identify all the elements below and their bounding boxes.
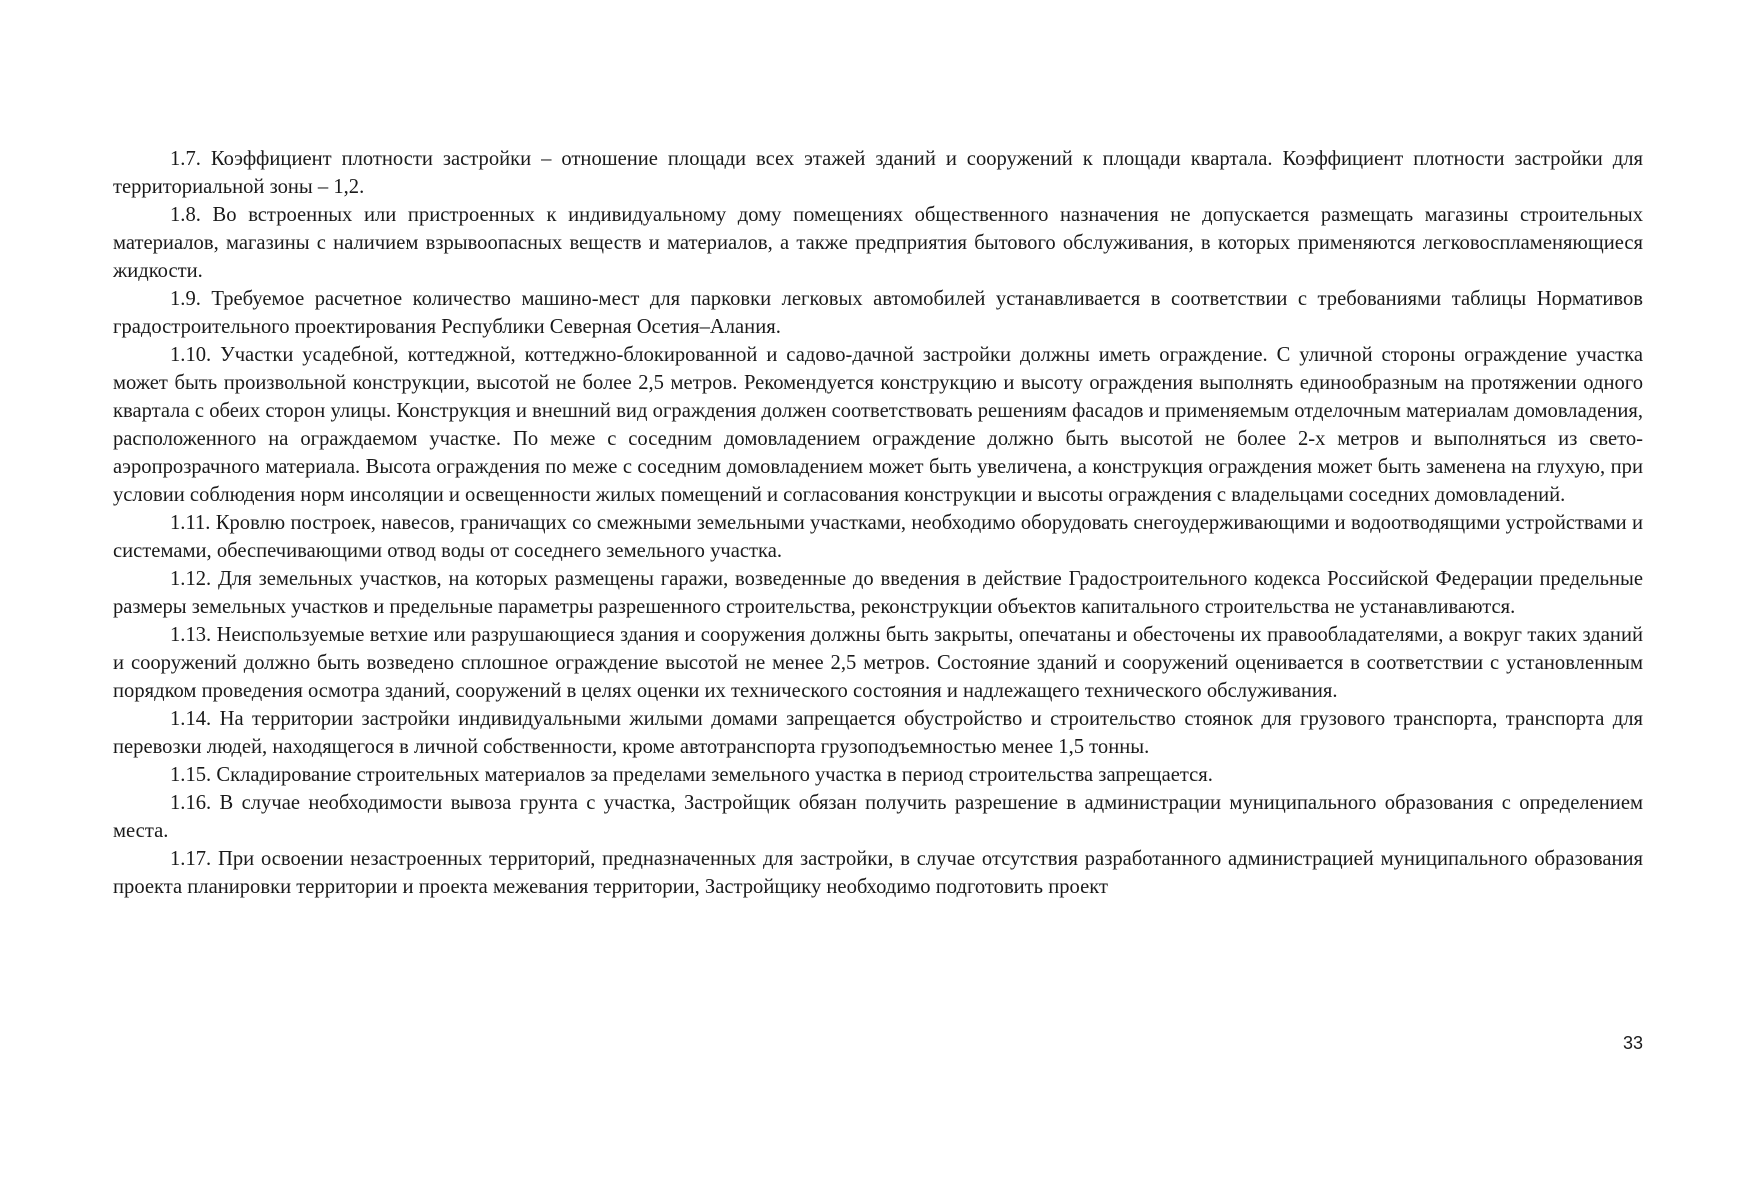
paragraph-1-7: 1.7. Коэффициент плотности застройки – отношение площади всех этажей зданий и сооружений к площади квартала. Коэффициент плотности застройки для территориальной зоны – 1,2.	[113, 148, 1643, 198]
page-number: 33	[1622, 1033, 1643, 1053]
paragraph-1-9: 1.9. Требуемое расчетное количество машино-мест для парковки легковых автомобилей устанавливается в соответствии с требованиями таблицы Нормативов градостроительного проектирования Республики Северная Осетия–Алания.	[113, 288, 1643, 338]
paragraph-1-10: 1.10. Участки усадебной, коттеджной, коттеджно-блокированной и садово-дачной застройки должны иметь ограждение. С уличной стороны ограждение участка может быть произвольной конструкции, высотой не более 2,5 метров. Рекомендуется конструкцию и высоту ограждения выполнять единообразным на протяжении одного квартала с обеих сторон улицы. Конструкция и внешний вид ограждения должен соответствовать решениям фасадов и применяемым отделочным материалам домовладения, расположенного на ограждаемом участке. По меже с соседним домовладением ограждение должно быть высотой не более 2-х метров и выполняться из свето-аэропрозрачного материала. Высота ограждения по меже с соседним домовладением может быть увеличена, а конструкция ограждения может быть заменена на глухую, при условии соблюдения норм инсоляции и освещенности жилых помещений и согласования конструкции и высоты ограждения с владельцами соседних домовладений.	[113, 344, 1643, 506]
paragraph-1-14: 1.14. На территории застройки индивидуальными жилыми домами запрещается обустройство и строительство стоянок для грузового транспорта, транспорта для перевозки людей, находящегося в личной собственности, кроме автотранспорта грузоподъемностью менее 1,5 тонны.	[113, 708, 1643, 758]
paragraph-1-8: 1.8. Во встроенных или пристроенных к индивидуальному дому помещениях общественного назначения не допускается размещать магазины строительных материалов, магазины с наличием взрывоопасных веществ и материалов, а также предприятия бытового обслуживания, в которых применяются легковоспламеняющиеся жидкости.	[113, 204, 1643, 282]
paragraph-1-16: 1.16. В случае необходимости вывоза грунта с участка, Застройщик обязан получить разрешение в администрации муниципального образования с определением места.	[113, 792, 1643, 842]
paragraph-1-12: 1.12. Для земельных участков, на которых размещены гаражи, возведенные до введения в действие Градостроительного кодекса Российской Федерации предельные размеры земельных участков и предельные параметры разрешенного строительства, реконструкции объектов капитального строительства не устанавливаются.	[113, 568, 1643, 618]
document-body	[113, 145, 1643, 901]
paragraph-1-13: 1.13. Неиспользуемые ветхие или разрушающиеся здания и сооружения должны быть закрыты, опечатаны и обесточены их правообладателями, а вокруг таких зданий и сооружений должно быть возведено сплошное ограждение высотой не менее 2,5 метров. Состояние зданий и сооружений оценивается в соответствии с установленным порядком проведения осмотра зданий, сооружений в целях оценки их технического состояния и надлежащего технического обслуживания.	[113, 624, 1643, 702]
paragraph-1-11: 1.11. Кровлю построек, навесов, граничащих со смежными земельными участками, необходимо оборудовать снегоудерживающими и водоотводящими устройствами и системами, обеспечивающими отвод воды от соседнего земельного участка.	[113, 512, 1643, 562]
paragraph-1-17: 1.17. При освоении незастроенных территорий, предназначенных для застройки, в случае отсутствия разработанного администрацией муниципального образования проекта планировки территории и проекта межевания территории, Застройщику необходимо подготовить проект	[113, 848, 1643, 898]
paragraph-1-15: 1.15. Складирование строительных материалов за пределами земельного участка в период строительства запрещается.	[170, 764, 1213, 786]
